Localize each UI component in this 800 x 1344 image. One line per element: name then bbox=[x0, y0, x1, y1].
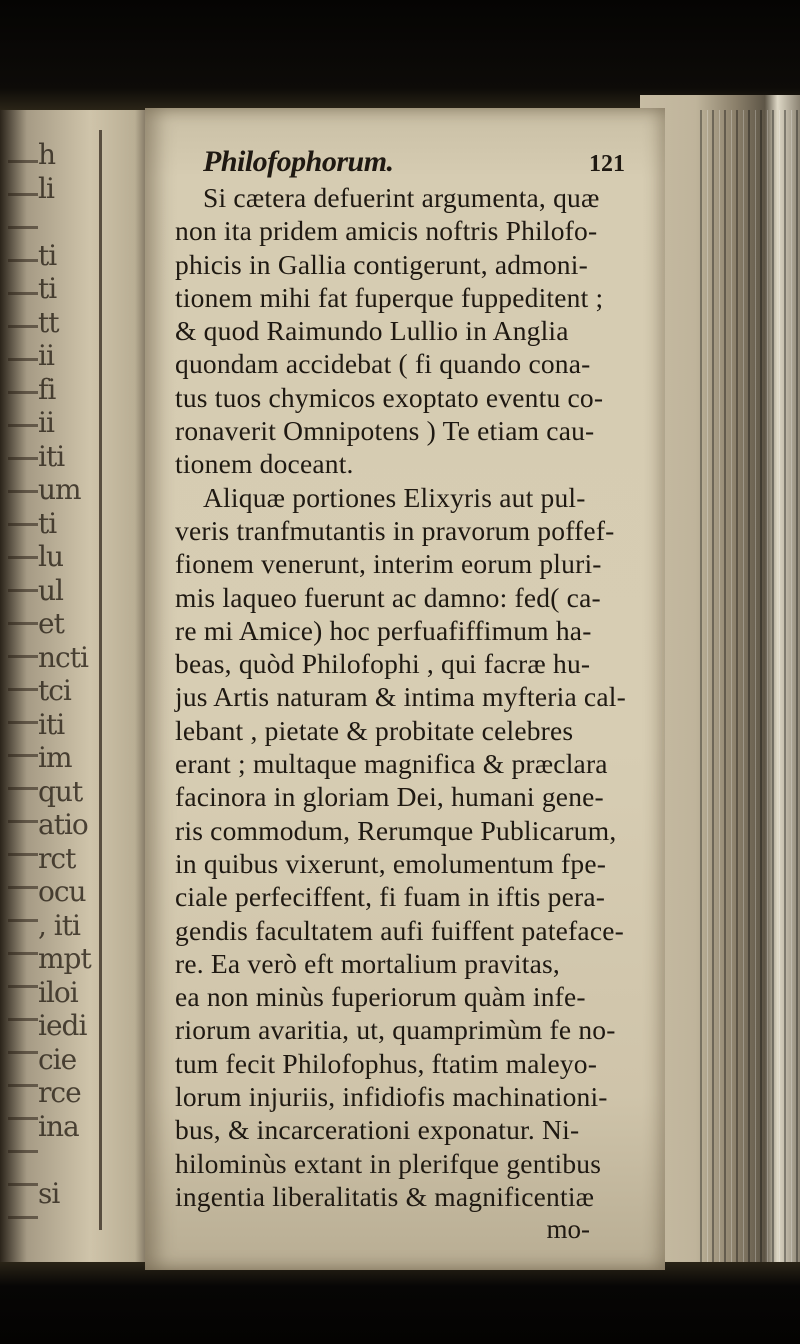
fragment-line: ocu bbox=[38, 875, 86, 908]
text-line: ris commodum, Rerumque Publicarum, bbox=[175, 814, 617, 846]
fragment-line: si bbox=[38, 1176, 60, 1210]
facing-page-rule bbox=[99, 130, 102, 1230]
fragment-line: ti bbox=[38, 506, 57, 540]
fragment-line bbox=[38, 205, 98, 239]
running-title: Philofophorum. bbox=[203, 145, 394, 178]
text-line: erant ; multaque magnifica & præclara bbox=[175, 748, 608, 780]
fragment-line: ncti bbox=[38, 640, 88, 674]
fragment-line: ti bbox=[38, 238, 57, 272]
paragraph bbox=[175, 481, 645, 1214]
text-line: & quod Raimundo Lullio in Anglia bbox=[175, 315, 569, 347]
fragment-line: qut bbox=[38, 774, 83, 808]
fragment-line: h bbox=[38, 138, 56, 171]
text-line: tionem doceant. bbox=[175, 448, 354, 480]
fragment-line: tci bbox=[38, 674, 71, 707]
fragment-line: rce bbox=[38, 1076, 81, 1109]
text-line: re. Ea verò eft mortalium pravitas, bbox=[175, 947, 560, 979]
text-line: mis laqueo fuerunt ac damno: fed( ca- bbox=[175, 581, 601, 613]
fragment-line: et bbox=[38, 607, 64, 640]
fragment-line: iedi bbox=[38, 1009, 87, 1042]
text-line: in quibus vixerunt, emolumentum fpe- bbox=[175, 847, 607, 879]
text-line: fionem venerunt, interim eorum pluri- bbox=[175, 548, 602, 580]
text-line: re mi Amice) hoc perfuafiffimum ha- bbox=[175, 614, 592, 646]
fragment-line: iti bbox=[38, 707, 65, 741]
text-line: lebant , pietate & probitate celebres bbox=[175, 714, 574, 746]
fragment-line: , iti bbox=[38, 908, 80, 942]
fragment-line bbox=[38, 1143, 98, 1177]
text-line: bus, & incarcerationi exponatur. Ni- bbox=[175, 1114, 580, 1146]
text-line: tionem mihi fat fuperque fuppeditent ; bbox=[175, 281, 604, 313]
fragment-line: fi bbox=[38, 372, 56, 406]
fragment-line: li bbox=[38, 171, 54, 205]
text-line: tum fecit Philofophus, ftatim maleyo- bbox=[175, 1047, 598, 1079]
facing-page-text-fragments bbox=[38, 138, 98, 1210]
paragraph bbox=[175, 181, 645, 481]
fragment-line: cie bbox=[38, 1042, 77, 1076]
running-head bbox=[175, 145, 645, 179]
text-line: quondam accidebat ( fi quando cona- bbox=[175, 348, 591, 380]
fragment-line: mpt bbox=[38, 942, 91, 975]
text-line: gendis facultatem aufi fuiffent patefacе- bbox=[175, 914, 624, 946]
fragment-line: ti bbox=[38, 272, 57, 305]
text-line: ea non minùs fuperiorum quàm infe- bbox=[175, 981, 586, 1013]
text-line: riorum avaritia, ut, quamprimùm fe no- bbox=[175, 1014, 616, 1046]
text-line: Si cætera defuerint argumenta, quæ bbox=[203, 182, 600, 213]
facing-page-shadow-lines bbox=[8, 130, 38, 1230]
fragment-line: iloi bbox=[38, 975, 78, 1009]
text-line: phicis in Gallia contigerunt, admoni- bbox=[175, 248, 588, 280]
text-line: hilominùs extant in plerifque gentibus bbox=[175, 1147, 602, 1179]
fragment-line: iti bbox=[38, 439, 65, 473]
text-line: facinora in gloriam Dei, humani gene- bbox=[175, 781, 604, 813]
fragment-line: tt bbox=[38, 305, 59, 339]
background-bottom bbox=[0, 1262, 800, 1344]
page-number: 121 bbox=[589, 151, 625, 177]
fragment-line: um bbox=[38, 473, 81, 506]
page-text-block bbox=[175, 145, 645, 1246]
text-line: veris tranfmutantis in pravorum poffef- bbox=[175, 514, 615, 546]
catchword: mo- bbox=[546, 1214, 590, 1245]
body-text bbox=[175, 181, 645, 1213]
fragment-line: atio bbox=[38, 808, 88, 841]
text-line: jus Artis naturam & intima myfteria cal- bbox=[175, 681, 626, 713]
fragment-line: ul bbox=[38, 573, 63, 607]
text-line: Aliquæ portiones Elixyris aut pul- bbox=[203, 481, 586, 513]
fragment-line: ii bbox=[38, 406, 54, 439]
text-line: lorum injuriis, infidiofis machinationi- bbox=[175, 1081, 608, 1113]
text-line: ciale perfeciffent, fi fuam in iftis pera- bbox=[175, 881, 606, 913]
fragment-line: lu bbox=[38, 540, 63, 573]
text-line: ronaverit Omnipotens ) Te etiam cau- bbox=[175, 415, 595, 447]
text-line: beas, quòd Philofophi , qui facræ hu- bbox=[175, 648, 591, 680]
text-line: non ita pridem amicis noftris Philofo- bbox=[175, 215, 598, 247]
text-line: tus tuos chymicos exoptato eventu co- bbox=[175, 381, 604, 413]
fragment-line: ii bbox=[38, 339, 54, 372]
fragment-line: rct bbox=[38, 841, 76, 875]
fragment-line: im bbox=[38, 741, 72, 774]
text-line: ingentia liberalitatis & magnificentiæ bbox=[175, 1180, 595, 1212]
fragment-line: ina bbox=[38, 1109, 79, 1143]
page-edges-stripes bbox=[700, 110, 800, 1270]
background-top bbox=[0, 0, 800, 110]
